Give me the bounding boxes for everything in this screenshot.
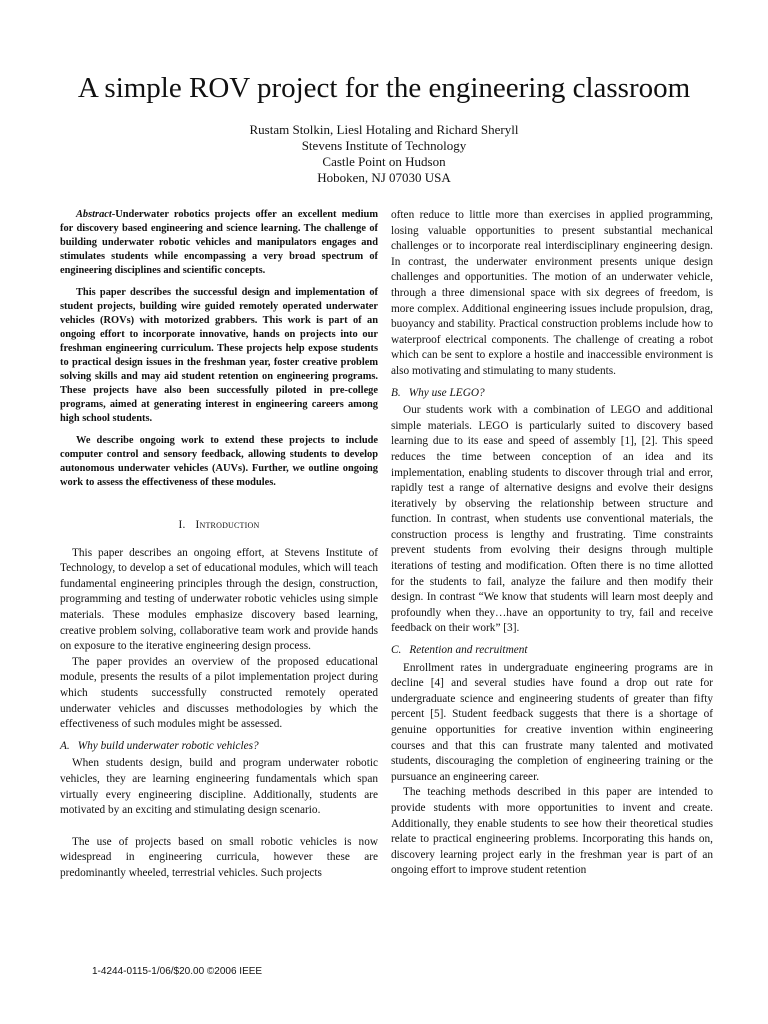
abstract-paragraph-1 [60,208,378,278]
subsection-title: Why build underwater robotic vehicles? [77,739,259,752]
subsection-c-paragraph-1: Enrollment rates in undergraduate engineering programs are in decline [4] and several studies have found a drop out rate for undergraduate science and engineering students of greater than fifty percent [5]. Student feedback suggests that there is a shortage of genuine opportunities for creative invention within engineering courses and that this can frustrate many talented and motivated students, discouraging the completion of engineering training or the pursuance an engineering career. [391,661,713,783]
abstract-p1-text: -Underwater robotics projects offer an excellent medium for discovery based engineering and science learning. The challenge of building underwater robotic vehicles and manipulators engages and stimulates students while encompassing a very broad spectrum of engineering disciplines and scientific concepts. [60,209,378,276]
affiliation: Stevens Institute of Technology [301,138,467,153]
intro-paragraph-2: The paper provides an overview of the proposed educational module, presents the results of a pilot implementation project during which students successfully constructed remotely operated underwater vehicles and discusses methodologies by which the effectiveness of such modules might be assessed. [60,655,378,731]
subsection-a-paragraph-2: The use of projects based on small robotic vehicles is now widespread in engineering curricula, however these are predominantly wheeled, terrestrial vehicles. Such projects [60,835,378,879]
section-number: I. [178,519,186,531]
subsection-c-paragraph-2: The teaching methods described in this paper are intended to provide students with more opportunities to invent and create. Additionally, they enable students to see how their theoretical studies relate to practical engineering problems. Incorporating this hands on, discovery learning project early in the freshman year is part of an ongoing effort to improve student retention [391,786,713,877]
continued-paragraph: often reduce to little more than exercises in applied programming, losing valuable opportunities to present substantial mechanical challenges or to incorporate real interdisciplinary engineering design. In contrast, the underwater environment presents unique design challenges and opportunities. The motion of an underwater vehicle, through a three dimensional space with six degrees of freedom, is more complex. Additional engineering issues include propulsion, drag, buoyancy and stability. Practical construction problems include how to waterproof electrical components. The challenge of creating a robot which can be sent to explore a hostile and inaccessible environment is also motivating and stimulating to many students. [391,209,713,377]
author-block [0,122,768,186]
subsection-heading-c [391,643,713,659]
subsection-heading-a [60,739,378,755]
abstract-paragraph-3: We describe ongoing work to extend these projects to include computer control and sensory feedback, allowing students to develop autonomous underwater vehicles (AUVs). Further, we outline ongoing work to assess the effectiveness of these modules. [60,435,378,488]
subsection-label: C. [391,644,402,657]
intro-paragraph-1: This paper describes an ongoing effort, at Stevens Institute of Technology, to develop a set of educational modules, which will teach fundamental engineering principles through the design, construction, programming and testing of underwater robotic vehicles using simple materials. These modules emphasize discovery based learning, creative problem solving, collaborative team work and provide hands on exposure to the iterative engineering design process. [60,546,378,653]
paper-title: A simple ROV project for the engineering classroom [77,72,691,104]
copyright-footer: 1-4244-0115-1/06/$20.00 ©2006 IEEE [92,966,263,977]
section-title: Introduction [195,519,260,531]
section-heading-introduction [60,518,378,534]
left-column [60,208,378,881]
subsection-b-paragraph-1: Our students work with a combination of LEGO and additional simple materials. LEGO is particularly suited to discovery based learning due to its ease and speed of assembly [1], [2]. This speed reduces the time between conception of an idea and its implementation, enabling students to discover through trial and error, rapidly test a range of alternative designs and evolve their designs iteratively by observing the relationship between structure and function. In contrast, when students use conventional materials, the construction process is lengthy and frustrating. Time constraints prevent students from evolving their designs through multiple iterations of testing and modification. Often there is no time allotted for the students to fail, analyze the failure and then modify their design. In contrast “We know that students will learn most deeply and profoundly when they…have an opportunity to try, fail and receive feedback on their work” [3]. [391,404,713,635]
subsection-title: Why use LEGO? [408,386,485,399]
subsection-heading-b [391,386,713,402]
address-line-1: Castle Point on Hudson [322,154,446,169]
abstract-lead: Abstract [76,209,112,220]
authors: Rustam Stolkin, Liesl Hotaling and Richard Sheryll [249,122,519,137]
abstract [60,208,378,490]
subsection-label: B. [391,386,401,399]
subsection-label: A. [60,739,70,752]
subsection-title: Retention and recruitment [409,644,528,657]
abstract-paragraph-2: This paper describes the successful design and implementation of student projects, building wire guided remotely operated underwater vehicles (ROVs) with motorized grabbers. This work is part of an ongoing effort to incorporate innovative, hands on projects into our freshman engineering curriculum. These projects help expose students to practical design issues in the freshman year, foster creative problem solving skills and may aid student retention on engineering programs. These projects have also been successfully piloted in pre-college programs, aimed at generating interest in engineering careers among high school students. [60,287,378,424]
address-line-2: Hoboken, NJ 07030 USA [317,170,451,185]
right-column [391,208,713,879]
subsection-a-paragraph-1: When students design, build and program underwater robotic vehicles, they are learning engineering fundamentals which span virtually every engineering discipline. Additionally, students are motivated by an exciting and stimulating design scenario. [60,757,378,817]
